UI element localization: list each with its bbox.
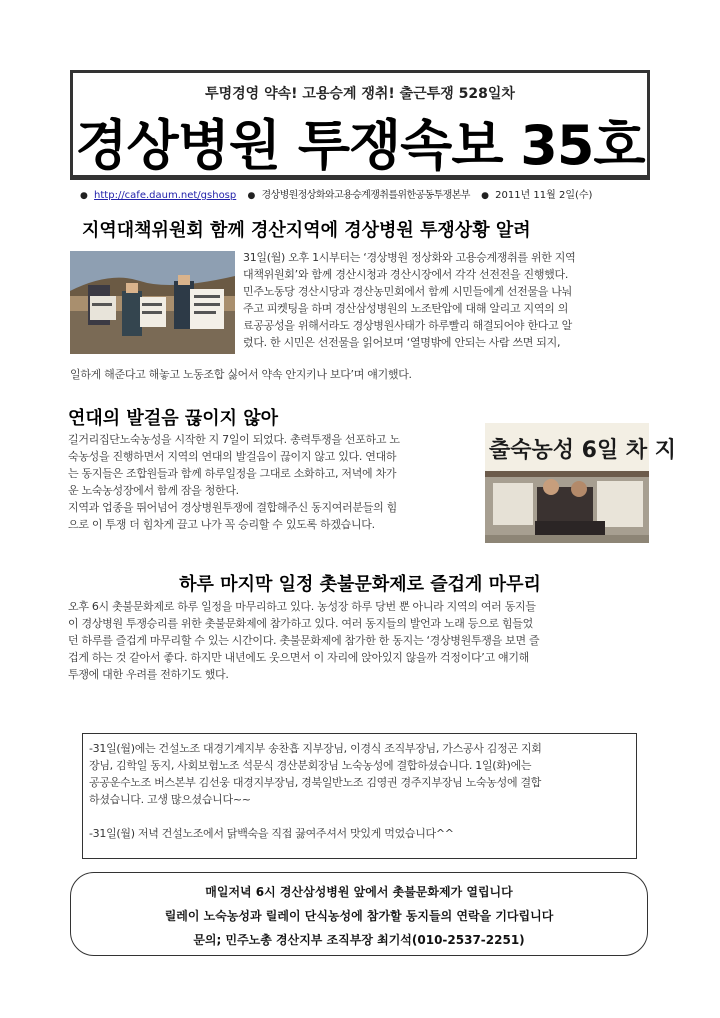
section1-line: 주고 피켓팅을 하며 경산삼성병원의 노조탄압에 대해 알리고 지역의 의 — [243, 302, 569, 315]
footer-line-1: 매일저녁 6시 경산삼성병원 앞에서 촛불문화제가 열립니다 — [205, 885, 513, 899]
section1-line: 31일(월) 오후 1시부터는 ‘경상병원 정상화와 고용승계쟁취를 위한 지역 — [243, 251, 576, 264]
bullet-icon: ● — [481, 191, 489, 201]
section2-line: 운 노숙농성장에서 함께 잠을 청한다. — [68, 484, 239, 497]
info-line — [80, 186, 660, 200]
section1-line: 렸다. 한 시민은 선전물을 읽어보며 ‘열명밖에 안되는 사람 쓰면 되지, — [243, 336, 561, 349]
section3-line: 던 하루를 즐겁게 마무리할 수 있는 시간이다. 촛불문화제에 참가한 한 동지는 ‘경상병원투쟁을 보면 즐 — [68, 634, 540, 647]
section2-line: 지역과 업종을 뛰어넘어 경상병원투쟁에 결합해주신 동지여러분들의 힘 — [68, 501, 397, 514]
notes-body — [89, 740, 634, 842]
section1-body-right — [243, 249, 653, 351]
notes-line: -31일(월)에는 건설노조 대경기계지부 송찬흡 지부장님, 이경식 조직부장님, 가스공사 김정곤 지회 — [89, 742, 542, 755]
section1-body-bottom — [70, 366, 655, 383]
section1-photo — [70, 251, 235, 354]
footer-box — [70, 872, 648, 956]
section3-heading: 하루 마지막 일정 촛불문화제로 즐겁게 마무리 — [179, 574, 541, 595]
notes-box — [82, 733, 637, 859]
section1-line: 대책위원회’와 함께 경산시청과 경산시장에서 각각 선전전을 진행했다. — [243, 268, 569, 281]
section1-line: 료공공성을 위해서라도 경상병원사태가 하루빨리 해결되어야 한다고 알 — [243, 319, 572, 332]
bullet-icon: ● — [80, 191, 88, 201]
notes-line: -31일(월) 저녁 건설노조에서 닭백숙을 직접 끓여주셔서 맛있게 먹었습니다^^ — [89, 827, 454, 840]
section3-line: 겁게 하는 것 같아서 좋다. 하지만 내년에도 웃으면서 이 자리에 앉아있지 않을까 걱정이다’고 얘기해 — [68, 651, 529, 664]
page-title: 경상병원 투쟁속보 35호 — [75, 114, 645, 177]
organization-name: 경상병원정상화와고용승계쟁취를위한공동투쟁본부 — [261, 190, 470, 201]
section2-photo — [485, 423, 677, 543]
notes-line: 하셨습니다. 고생 많으셨습니다~~ — [89, 793, 251, 806]
notes-line — [89, 808, 634, 825]
section2-heading: 연대의 발걸음 끊이지 않아 — [68, 408, 279, 429]
section2-body — [68, 431, 478, 533]
slogan: 투명경영 약속! 고용승계 쟁취! 출근투쟁 528일차 — [205, 86, 515, 102]
bullet-icon: ● — [247, 191, 256, 201]
section3-line: 오후 6시 촛불문화제로 하루 일정을 마무리하고 있다. 농성장 하루 당번 뿐 아니라 지역의 여러 동지들 — [68, 600, 536, 613]
section3-line: 투쟁에 대한 우려를 전하기도 했다. — [68, 668, 229, 681]
section2-line: 길거리집단노숙농성을 시작한 지 7일이 되었다. 총력투쟁을 선포하고 노 — [68, 433, 400, 446]
header-box — [70, 70, 650, 180]
section1-heading: 지역대책위원회 함께 경산지역에 경상병원 투쟁상황 알려 — [82, 220, 531, 241]
section2-line: 는 동지들은 조합원들과 함께 하루일정을 그대로 소화하고, 저녁에 차가 — [68, 467, 397, 480]
section2-line: 으로 이 투쟁 더 힘차게 끌고 나가 꼭 승리할 수 있도록 하겠습니다. — [68, 518, 375, 531]
section1-line: 일하게 해준다고 해놓고 노동조합 싫어서 약속 안지키나 보다’며 얘기했다. — [70, 368, 412, 381]
section2-line: 숙농성을 진행하면서 지역의 연대의 발걸음이 끊이지 않고 있다. 연대하 — [68, 450, 397, 463]
footer-line-2: 릴레이 노숙농성과 릴레이 단식농성에 참가할 동지들의 연락을 기다립니다 — [164, 909, 554, 923]
notes-line: 공공운수노조 버스본부 김선웅 대경지부장님, 경북일반노조 김영권 경주지부장님 노숙농성에 결합 — [89, 776, 542, 789]
section1-line: 민주노동당 경산시당과 경산농민회에서 함께 시민들에게 선전물을 나눠 — [243, 285, 572, 298]
notes-line: 장님, 김학일 동지, 사회보험노조 석문식 경산분회장님 노숙농성에 결합하셨습니다. 1일(화)에는 — [89, 759, 532, 772]
issue-date: 2011년 11월 2일(수) — [495, 190, 593, 201]
footer-contact: 문의; 민주노총 경산지부 조직부장 최기석(010-2537-2251) — [193, 933, 525, 947]
section3-line: 이 경상병원 투쟁승리를 위한 촛불문화제에 참가하고 있다. 여러 동지들의 발언과 노래 등으로 힘들었 — [68, 617, 533, 630]
cafe-link[interactable]: http://cafe.daum.net/gshosp — [94, 190, 237, 201]
banner-text: 출숙농성 6일 차 지 — [489, 438, 677, 463]
section3-body — [68, 598, 658, 683]
